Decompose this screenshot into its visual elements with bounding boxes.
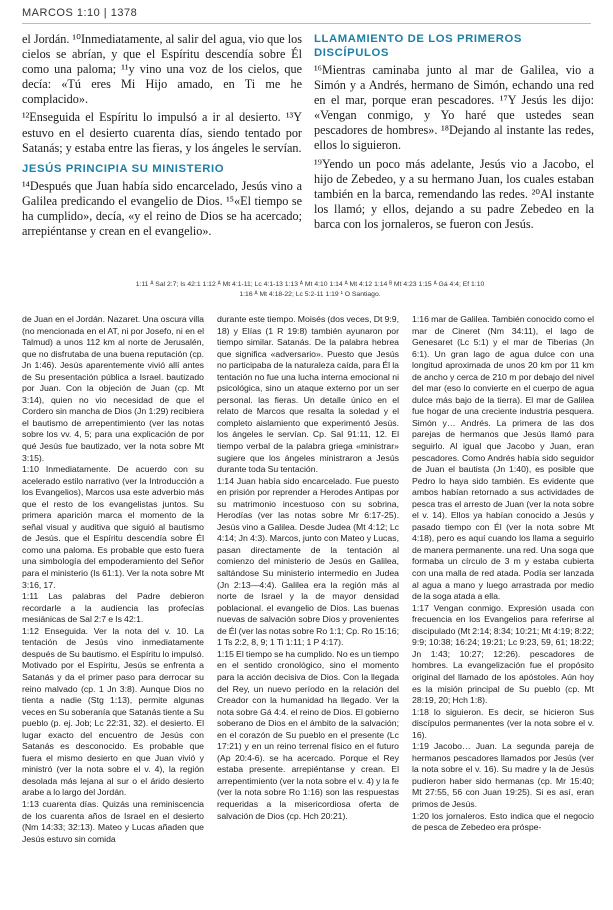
scripture-paragraph: el Jordán. ¹⁰Inmediatamente, al salir del agua, vio que los cielos se abrían, y que el Espíritu descendía sobre Él como una paloma; ¹¹y vino una voz de los cielos, que decía: «Tú eres Mi Hijo amado, en Ti me he complacido». [22, 32, 302, 107]
scripture-right-column [314, 32, 594, 242]
scripture-paragraph: ¹²Enseguida el Espíritu lo impulsó a ir al desierto. ¹³Y estuvo en el desierto cuarenta días, siendo tentado por Satanás; y estaba entre las fieras, y los ángeles le servían. [22, 110, 302, 155]
cross-reference-line: 1:16 ᴬ Mt 4:18-22; Lc 5:2-11 1:19 ¹ O Santiago. [239, 291, 381, 298]
section-heading: LLAMAMIENTO DE LOS PRIMEROS DISCÍPULOS [314, 33, 523, 59]
study-note: de Juan en el Jordán. Nazaret. Una oscura villa (no mencionada en el AT, ni por Josefo, ni en el Talmud) a unos 112 km al norte de Jerusalén, que no disfrutaba de una buena reputación (cp. Jn 1:46). Jesús aparentemente vivió allí antes de Su presentación pública a Israel. bautizado por Juan. Con la objeción de Juan (cp. Mt 3:14), quien no vio necesidad de que el Cordero sin mancha de Dios (Jn 1:29) recibiera el bautismo de arrepentimiento (ver las notas sobre los vv. 4, 5; para una explicación de por qué Jesús fue bautizado, ver la nota sobre Mt 3:15). [22, 314, 204, 463]
study-note: 1:15 El tiempo se ha cumplido. No es un tiempo en el sentido cronológico, sino el momento para la acción decisiva de Dios. Con la llegada del Rey, un nuevo período en la relación del Creador con la humanidad ha llegado. Ver la nota sobre Gá 4:4. el reino de Dios. El gobierno soberano de Dios en el ámbito de la salvación; en el corazón de Su pueblo en el presente (Lc 17:21) y en un reino terrenal físico en el futuro (Ap 20:4-6). se ha acercado. Porque el Rey estaba presente. arrepiéntanse y crean. El arrepentimiento (ver la nota sobre el v. 4) y la fe (ver la nota sobre Ro 1:16) son las respuestas requeridas a la misericordiosa oferta de salvación de Dios (cp. Hch 20:21). [217, 648, 399, 821]
study-note: 1:14 Juan había sido encarcelado. Fue puesto en prisión por reprender a Herodes Antipas por su matrimonio incestuoso con su sobrina, Herodías (ver las notas sobre Mr 6:17-25). Jesús vino a Galilea. Desde Judea (Mt 4:12; Lc 4:14; Jn 4:3). Marcos, junto con Mateo y Lucas, pasan directamente de la tentación al comienzo del ministerio de Jesús en Galilea, saltándose Su ministerio intermedio en Judea (Jn 2:13—4:4). Galilea era la región más al norte de Israel y la de mayor densidad poblacional. el evangelio de Dios. Las buenas nuevas de salvación sobre Dios y provenientes de Él (ver las notas sobre Ro 1:1; Cp. Ro 15:16; 1 Ts 2:2, 8, 9; 1 Ti 1:11; 1 P 4:17). [217, 475, 399, 648]
study-note: durante este tiempo. Moisés (dos veces, Dt 9:9, 18) y Elías (1 R 19:8) también ayunaron por tiempo similar. Satanás. De la palabra hebrea que significa «adversario». Puesto que Jesús no participaba de la naturaleza caída, para Él la tentación no fue una lucha interna emocional ni psicológica, sino un ataque externo por un ser personal. las fieras. Un detalle único en el relato de Marcos que resalta la soledad y el completo aislamiento que experimentó Jesús. los ángeles le servían. Cp. Sal 91:11, 12. El tiempo verbal de la palabra griega «ministrar» sugiere que los ángeles ministraron a Jesús durante toda Su tentación. [217, 314, 399, 475]
study-note: 1:20 los jornaleros. Esto indica que el negocio de pesca de Zebedeo era próspe- [412, 810, 594, 833]
header-divider [22, 23, 591, 24]
scripture-paragraph: ¹⁶Mientras caminaba junto al mar de Galilea, vio a Simón y a Andrés, hermano de Simón, echando una red en el mar, porque eran pescadores. ¹⁷Y Jesús les dijo: «Vengan conmigo, y Yo haré que ustedes sean pescadores de hombres». ¹⁸Dejando al instante las redes, ellos lo siguieron. [314, 63, 594, 153]
study-note: 1:16 mar de Galilea. También conocido como el mar de Cineret (Nm 34:11), el lago de Genesaret (Lc 5:1) y el mar de Tiberias (Jn 6:1). Un gran lago de agua dulce con una longitud aproximada de unos 20 km por 11 km de ancho y cerca de 210 m por debajo del nivel del mar (eso lo convierte en el cuerpo de agua dulce más bajo de la tierra). El mar de Galilea fue hogar de una creciente industria pesquera. Simón y… Andrés. La primera de las dos parejas de hermanos que Jesús llamó para seguirlo. Al igual que Jacobo y Juan, eran pescadores. Como Andrés había sido seguidor de Juan el bautista (Jn 1:40), es posible que Pedro lo haya sido también. Es evidente que ambos habían retornado a sus actividades de pesca tras el arresto de Juan (ver la nota sobre el v. 14). Ellos ya habían conocido a Jesús y pasado tiempo con Él (ver la nota sobre Mt 4:18), pero es aquí cuando los llama a seguirlo de manera permanente. una red. Una soga que formaba un círculo de 3 m y estaba cubierta con una malla de red atada. Podía ser lanzada al agua a mano y luego arrastrada por medio de la soga atada a ella. [412, 314, 594, 602]
study-note: 1:10 Inmediatamente. De acuerdo con su acelerado estilo narrativo (ver la Introducción a los Evangelios), Marcos usa este adverbio más que el resto de los evangelistas juntos. Su primera aparición marca el momento de la señal visual y auditiva que siguió al bautismo de Jesús. que el Espíritu descendía sobre Él como una paloma. Es probable que esto fuera una simbología del empoderamiento del Señor para el ministerio (Is 61:1). Ver la nota sobre Mt 3:16, 17. [22, 464, 204, 590]
cross-references [110, 280, 510, 300]
notes-column-3 [412, 314, 594, 845]
notes-column-2 [217, 314, 399, 845]
notes-column-1 [22, 314, 204, 845]
study-note: 1:13 cuarenta días. Quizás una reminiscencia de los cuarenta años de Israel en el desierto (Nm 14:33; 32:13). Mateo y Lucas añaden que Jesús estuvo sin comida [22, 798, 204, 844]
study-note: 1:17 Vengan conmigo. Expresión usada con frecuencia en los Evangelios para referirse al discipulado (Mt 2:14; 8:34; 10:21; Mt 4:19; 8:22; 9:9; 10:38; 16:24; 19:21; Lc 9:23, 59, 61; 18:22; Jn 1:43; 10:27; 12:26). pescadores de hombres. La evangelización fue el propósito original del llamado de los apóstoles. Aún hoy es la misión principal de Su pueblo (cp. Mt 28:19, 20; Hch 1:8). [412, 602, 594, 706]
study-note: 1:19 Jacobo… Juan. La segunda pareja de hermanos pescadores llamados por Jesús (ver la nota sobre el v. 16). Su madre y la de Jesús pudieron haber sido hermanas (cp. Mr 15:40; Mt 27:55, 56 con Juan 19:25). Si es así, eran primos de Jesús. [412, 741, 594, 809]
scripture-paragraph: ¹⁹Yendo un poco más adelante, Jesús vio a Jacobo, el hijo de Zebedeo, y a su hermano Juan, los cuales estaban también en la barca, remendando las redes. ²⁰Al instante los llamó; y ellos, dejando a su padre Zebedeo en la barca con los jornaleros, se fueron con Jesús. [314, 156, 594, 231]
study-note: 1:18 lo siguieron. Es decir, se hicieron Sus discípulos permanentes (ver la nota sobre el v. 16). [412, 706, 594, 740]
study-note: 1:11 Las palabras del Padre debieron recordarle a la audiencia las profecías mesiánicas de Sal 2:7 e Is 42:1. [22, 591, 204, 625]
scripture-paragraph: ¹⁴Después que Juan había sido encarcelado, Jesús vino a Galilea predicando el evangelio de Dios. ¹⁵«El tiempo se ha cumplido», decía, «y el reino de Dios se ha acercado; arrepiéntanse y crean en el evangelio». [22, 178, 302, 239]
scripture-left-column [22, 32, 302, 242]
scripture-text [22, 32, 594, 242]
cross-reference-line: 1:11 ᴬ Sal 2:7; Is 42:1 1:12 ᴬ Mt 4:1-11; Lc 4:1-13 1:13 ᴬ Mt 4:10 1:14 ᴬ Mt 4:12 1:14 ᴮ Mt 4:23 1:15 ᴬ Gá 4:4; Ef 1:10 [135, 281, 485, 288]
study-notes [22, 314, 594, 845]
section-heading: JESÚS PRINCIPIA SU MINISTERIO [22, 162, 225, 175]
page-header: MARCOS 1:10 | 1378 [22, 7, 138, 19]
study-note: 1:12 Enseguida. Ver la nota del v. 10. La tentación de Jesús vino inmediatamente después de Su bautismo. el Espíritu lo impulsó. Motivado por el Espíritu, Jesús se enfrenta a Satanás y da el primer paso para derrocar su reino malvado (cp. 1 Jn 3:8). Aunque Dios no tienta a nadie (Stg 1:13), permite algunas veces en Su soberanía que Satanás tiente a Su pueblo (p. ej. Job; Lc 22:31, 32). el desierto. El lugar exacto del encuentro de Jesús con Satanás es desconocido. Es probable que fuera el mismo desierto en que Juan vivió y ministró (ver la nota sobre el v. 4), la región desolada más lejana al sur o el árido desierto arabe a lo largo del Jordán. [22, 625, 204, 798]
